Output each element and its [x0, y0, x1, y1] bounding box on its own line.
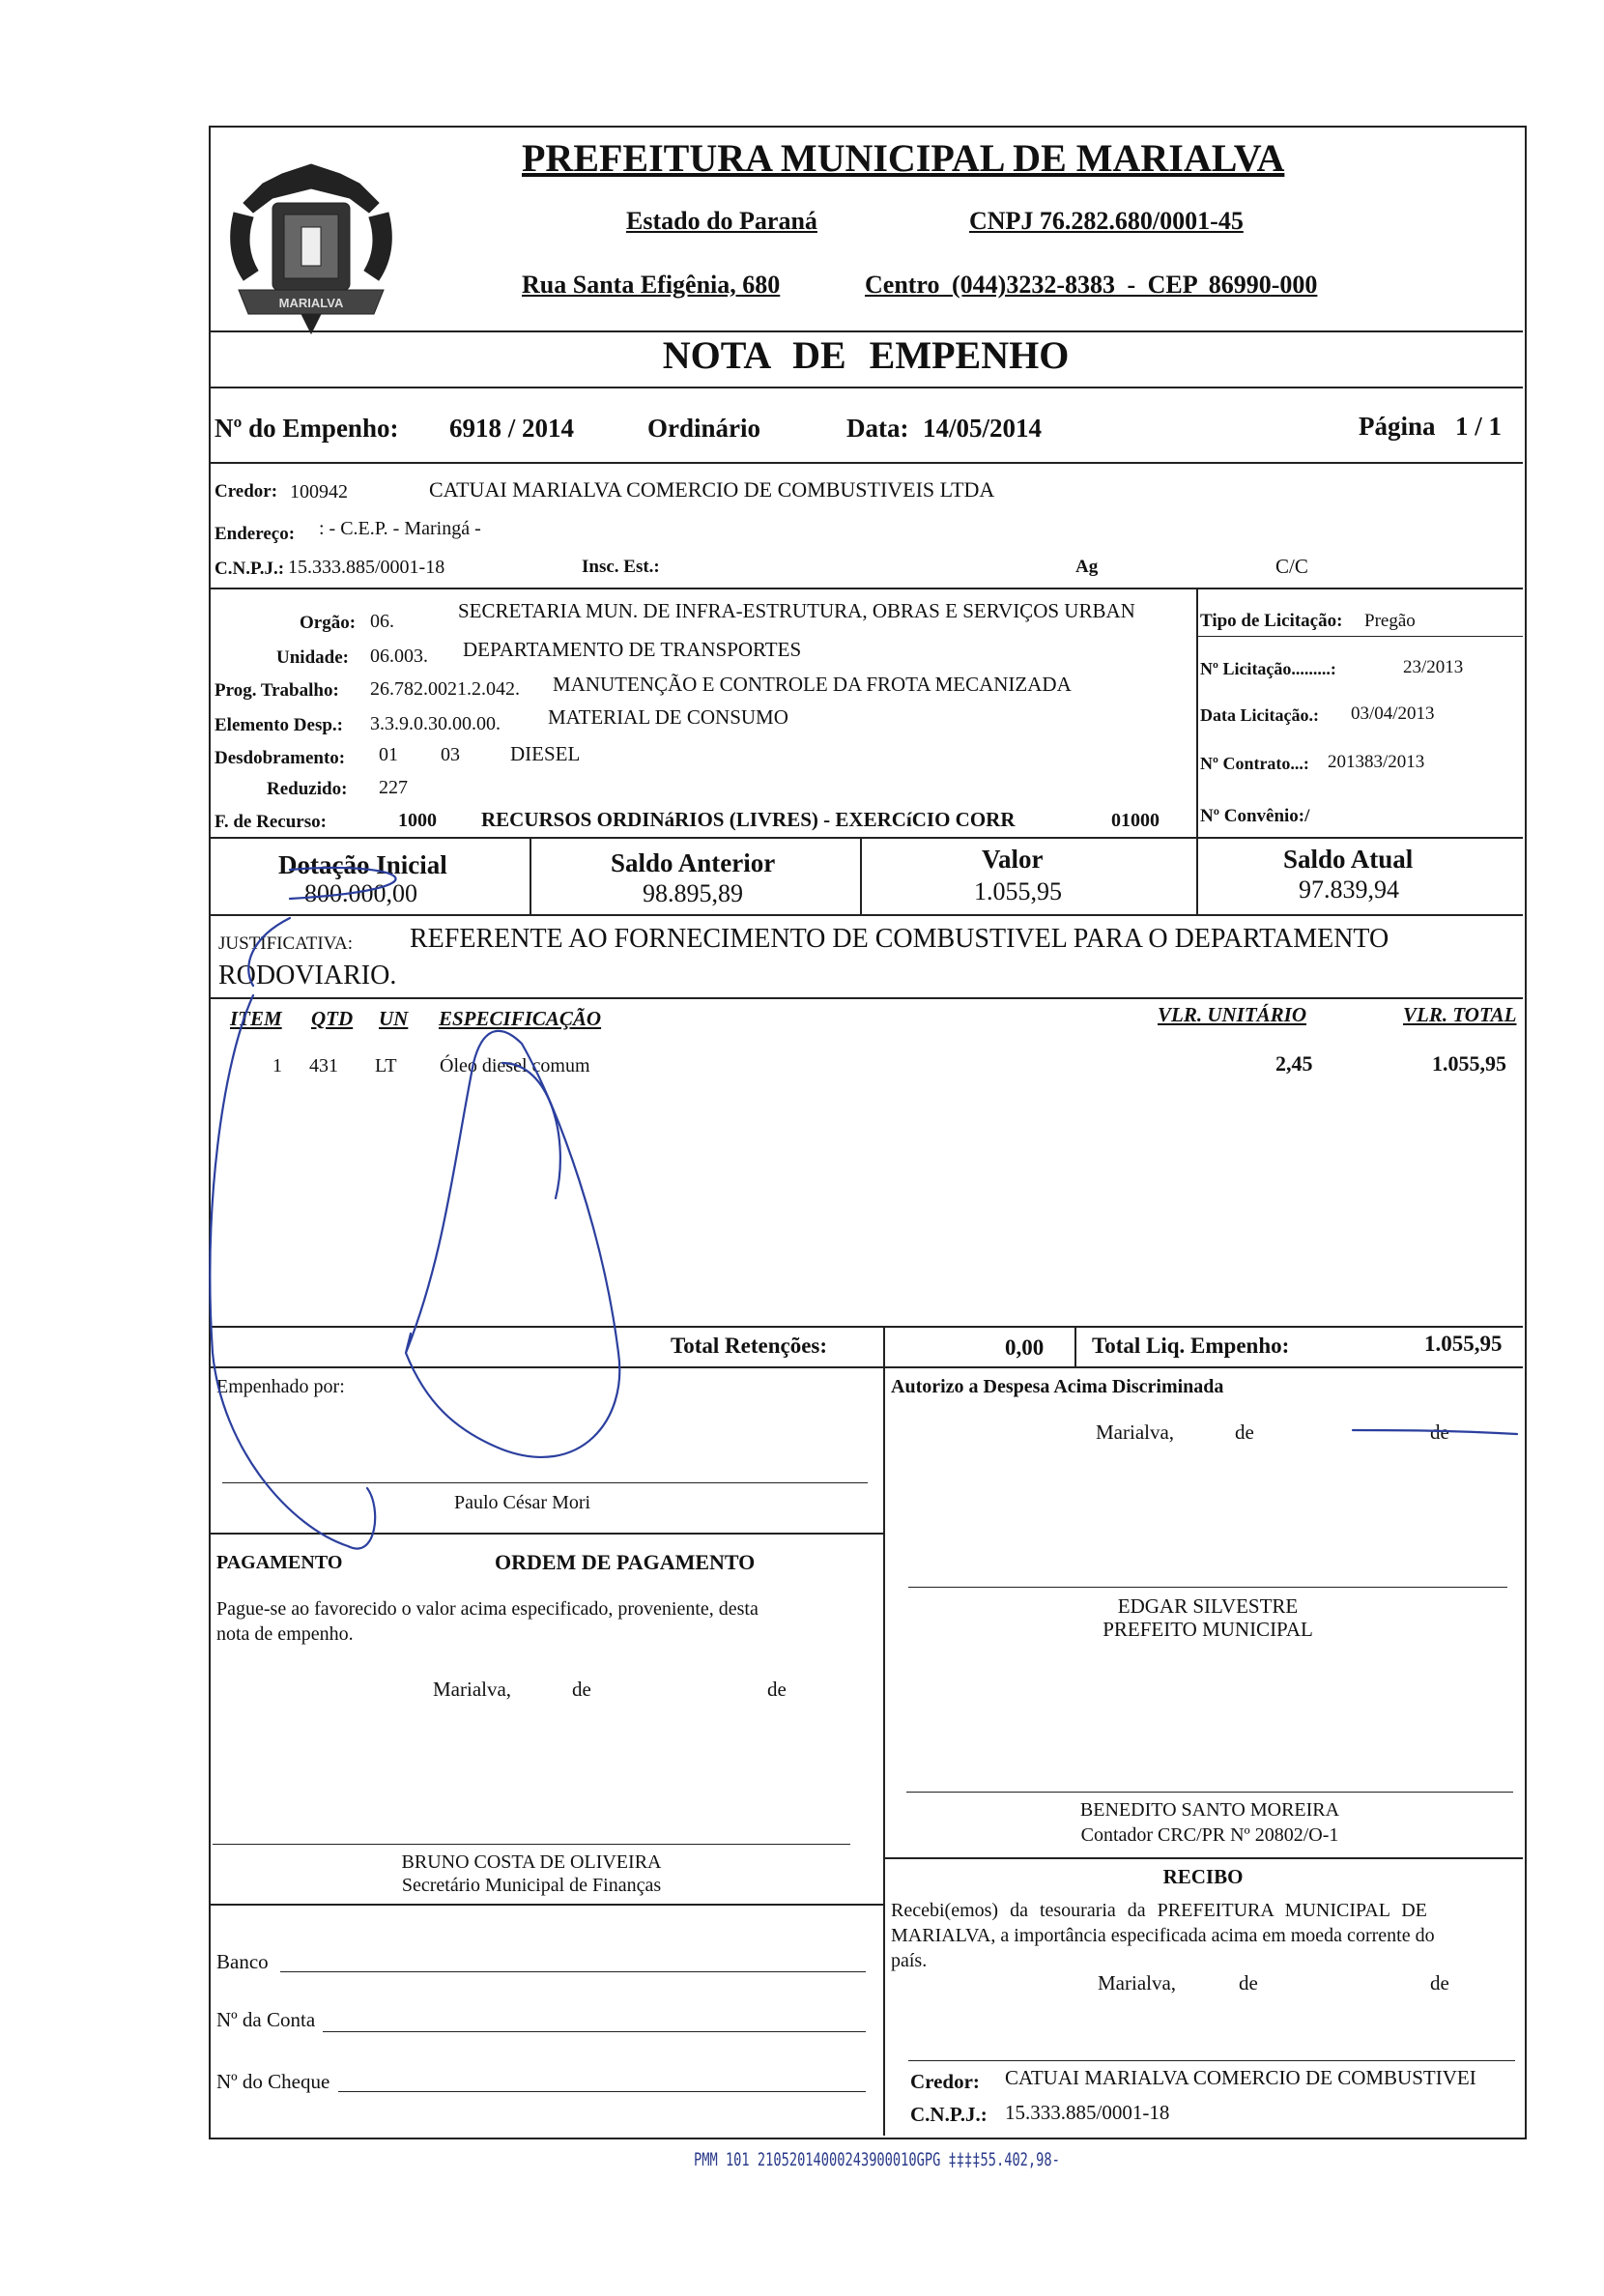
row-qtd: 431 — [309, 1055, 338, 1076]
footer-code: PMM 101 21052014000243900010GPG ‡‡‡‡55.402,98- — [694, 2149, 1060, 2170]
prefeito-role: PREFEITO MUNICIPAL — [1103, 1618, 1313, 1641]
cc-label: C/C — [1275, 555, 1308, 578]
credor-code: 100942 — [290, 481, 348, 502]
saldo-anterior-value: 98.895,89 — [643, 879, 743, 907]
conta-line — [323, 2031, 866, 2032]
cnpj-label: CNPJ 76.282.680/0001-45 — [969, 207, 1244, 235]
orgao-code: 06. — [370, 611, 394, 632]
pagamento-place: Marialva, — [433, 1678, 512, 1701]
cnpj-credor-label: C.N.P.J.: — [215, 559, 285, 579]
empenhado-label: Empenhado por: — [216, 1376, 345, 1397]
ag-label: Ag — [1075, 557, 1099, 577]
saldo-anterior-label: Saldo Anterior — [611, 848, 776, 877]
total-liq-value: 1.055,95 — [1424, 1332, 1503, 1356]
prog-trabalho-name: MANUTENÇÃO E CONTROLE DA FROTA MECANIZADA — [553, 673, 1072, 696]
recibo-cnpj-value: 15.333.885/0001-18 — [1005, 2101, 1170, 2124]
recibo-credor-name: CATUAI MARIALVA COMERCIO DE COMBUSTIVEI — [1005, 2066, 1476, 2089]
row-item: 1 — [272, 1055, 282, 1076]
autorizo-de1: de — [1235, 1421, 1254, 1444]
doc-title: NOTA DE EMPENHO — [662, 333, 1070, 377]
insc-est-label: Insc. Est.: — [582, 557, 660, 577]
ordem-pagamento: ORDEM DE PAGAMENTO — [495, 1550, 756, 1574]
banco-label: Banco — [216, 1950, 269, 1973]
saldo-atual-label: Saldo Atual — [1283, 845, 1414, 874]
col-especificacao: ESPECIFICAÇÃO — [439, 1007, 602, 1030]
total-retencoes-value: 0,00 — [1005, 1335, 1045, 1360]
orgao-label: Orgão: — [300, 613, 357, 633]
justificativa-text-1: REFERENTE AO FORNECIMENTO DE COMBUSTIVEL PARA O DEPARTAMENTO — [410, 924, 1389, 954]
desdobramento-label: Desdobramento: — [215, 748, 346, 768]
unidade-code: 06.003. — [370, 646, 428, 667]
row-vlr-total: 1.055,95 — [1432, 1051, 1506, 1076]
empenho-number: 6918 / 2014 — [449, 414, 575, 443]
recibo-cnpj-label: C.N.P.J.: — [910, 2103, 988, 2126]
data-licitacao-label: Data Licitação.: — [1200, 705, 1319, 725]
page-label: Página — [1359, 412, 1436, 441]
recibo-text-1: Recebi(emos) da tesouraria da PREFEITURA MUNICIPAL DE — [891, 1900, 1427, 1921]
cheque-line — [338, 2091, 866, 2092]
total-liq-label: Total Liq. Empenho: — [1092, 1334, 1290, 1358]
unidade-label: Unidade: — [276, 647, 349, 668]
endereco-value: : - C.E.P. - Maringá - — [319, 518, 481, 539]
credor-label: Credor: — [215, 481, 278, 502]
justificativa-text-2: RODOVIARIO. — [218, 961, 397, 990]
convenio-label: Nº Convênio:/ — [1200, 806, 1310, 826]
empenho-date-label: Data: — [846, 414, 909, 443]
recibo-text-2: MARIALVA, a importância especificada acima em moeda corrente do — [891, 1925, 1435, 1946]
row-un: LT — [375, 1055, 397, 1076]
pagamento-de2: de — [767, 1678, 787, 1701]
autorizo-label: Autorizo a Despesa Acima Discriminada — [891, 1376, 1224, 1397]
pagamento-text-1: Pague-se ao favorecido o valor acima especificado, proveniente, desta — [216, 1598, 759, 1620]
credor-name: CATUAI MARIALVA COMERCIO DE COMBUSTIVEIS LTDA — [429, 477, 995, 502]
col-qtd: QTD — [311, 1007, 354, 1030]
endereco-label: Endereço: — [215, 524, 296, 544]
secretario-role: Secretário Municipal de Finanças — [401, 1875, 662, 1896]
dotacao-label: Dotação Inicial — [278, 850, 447, 879]
justificativa-label: JUSTIFICATIVA: — [218, 933, 354, 954]
valor-label: Valor — [982, 845, 1044, 874]
autorizo-place: Marialva, — [1096, 1421, 1175, 1444]
saldo-atual-value: 97.839,94 — [1299, 875, 1399, 904]
recibo-de2: de — [1430, 1971, 1449, 1995]
empenhado-name: Paulo César Mori — [454, 1492, 591, 1513]
col-vlr-unitario: VLR. UNITÁRIO — [1158, 1003, 1307, 1026]
address-label: Rua Santa Efigênia, 680 — [522, 271, 781, 299]
recurso-label: F. de Recurso: — [215, 812, 327, 832]
elemento-name: MATERIAL DE CONSUMO — [548, 705, 788, 729]
desdobramento-b: 03 — [441, 744, 460, 765]
recurso-code2: 01000 — [1111, 810, 1160, 831]
dotacao-value: 800.000,00 — [304, 879, 417, 907]
recibo-text-3: país. — [891, 1950, 928, 1971]
pagamento-de1: de — [572, 1678, 591, 1701]
row-vlr-unitario: 2,45 — [1275, 1051, 1313, 1076]
district-phone-cep: Centro (044)3232-8383 - CEP 86990-000 — [865, 271, 1318, 299]
num-licitacao-value: 23/2013 — [1403, 657, 1464, 677]
col-vlr-total: VLR. TOTAL — [1403, 1003, 1517, 1026]
col-item: ITEM — [230, 1007, 282, 1030]
recibo-de1: de — [1239, 1971, 1258, 1995]
elemento-code: 3.3.9.0.30.00.00. — [370, 713, 501, 734]
desdobramento-name: DIESEL — [510, 742, 581, 765]
data-licitacao-value: 03/04/2013 — [1351, 703, 1435, 724]
page-number: 1 / 1 — [1455, 412, 1503, 441]
tipo-licitacao-label: Tipo de Licitação: — [1200, 611, 1343, 631]
pagamento-text-2: nota de empenho. — [216, 1623, 354, 1645]
prog-trabalho-label: Prog. Trabalho: — [215, 680, 339, 701]
svg-text:MARIALVA: MARIALVA — [278, 296, 344, 310]
reduzido-label: Reduzido: — [267, 779, 348, 799]
tipo-licitacao-value: Pregão — [1364, 611, 1416, 631]
empenho-type: Ordinário — [647, 414, 761, 443]
empenho-date: 14/05/2014 — [923, 414, 1043, 443]
contrato-label: Nº Contrato...: — [1200, 754, 1309, 773]
valor-value: 1.055,95 — [974, 877, 1062, 905]
page-title: PREFEITURA MUNICIPAL DE MARIALVA — [522, 136, 1285, 180]
contador-name: BENEDITO SANTO MOREIRA — [1079, 1799, 1340, 1821]
autorizo-de2: de — [1430, 1421, 1449, 1444]
cheque-label: Nº do Cheque — [216, 2070, 330, 2093]
col-un: UN — [379, 1007, 409, 1030]
prog-trabalho-code: 26.782.0021.2.042. — [370, 678, 520, 700]
empenho-number-label: Nº do Empenho: — [215, 414, 399, 443]
contrato-value: 201383/2013 — [1328, 752, 1425, 772]
reduzido-value: 227 — [379, 777, 408, 798]
recibo-place: Marialva, — [1098, 1971, 1177, 1995]
recibo-credor-label: Credor: — [910, 2070, 980, 2093]
elemento-label: Elemento Desp.: — [215, 715, 343, 735]
recibo-title: RECIBO — [1162, 1865, 1244, 1888]
conta-label: Nº da Conta — [216, 2008, 316, 2031]
prefeito-name: EDGAR SILVESTRE — [1117, 1594, 1299, 1618]
unidade-name: DEPARTAMENTO DE TRANSPORTES — [463, 638, 802, 661]
desdobramento-a: 01 — [379, 744, 398, 765]
recurso-code: 1000 — [398, 810, 437, 831]
state-label: Estado do Paraná — [626, 207, 817, 235]
num-licitacao-label: Nº Licitação.........: — [1200, 659, 1336, 678]
recurso-name: RECURSOS ORDINáRIOS (LIVRES) - EXERCíCIO CORR — [481, 808, 1016, 831]
banco-line — [280, 1971, 866, 1972]
row-especificacao: Óleo diesel comum — [440, 1055, 590, 1076]
pagamento-label: PAGAMENTO — [216, 1552, 343, 1573]
secretario-name: BRUNO COSTA DE OLIVEIRA — [401, 1851, 662, 1873]
total-retencoes-label: Total Retenções: — [671, 1334, 828, 1358]
contador-role: Contador CRC/PR Nº 20802/O-1 — [1080, 1824, 1339, 1846]
orgao-name: SECRETARIA MUN. DE INFRA-ESTRUTURA, OBRAS E SERVIÇOS URBAN — [458, 599, 1135, 622]
cnpj-credor-value: 15.333.885/0001-18 — [288, 557, 445, 578]
